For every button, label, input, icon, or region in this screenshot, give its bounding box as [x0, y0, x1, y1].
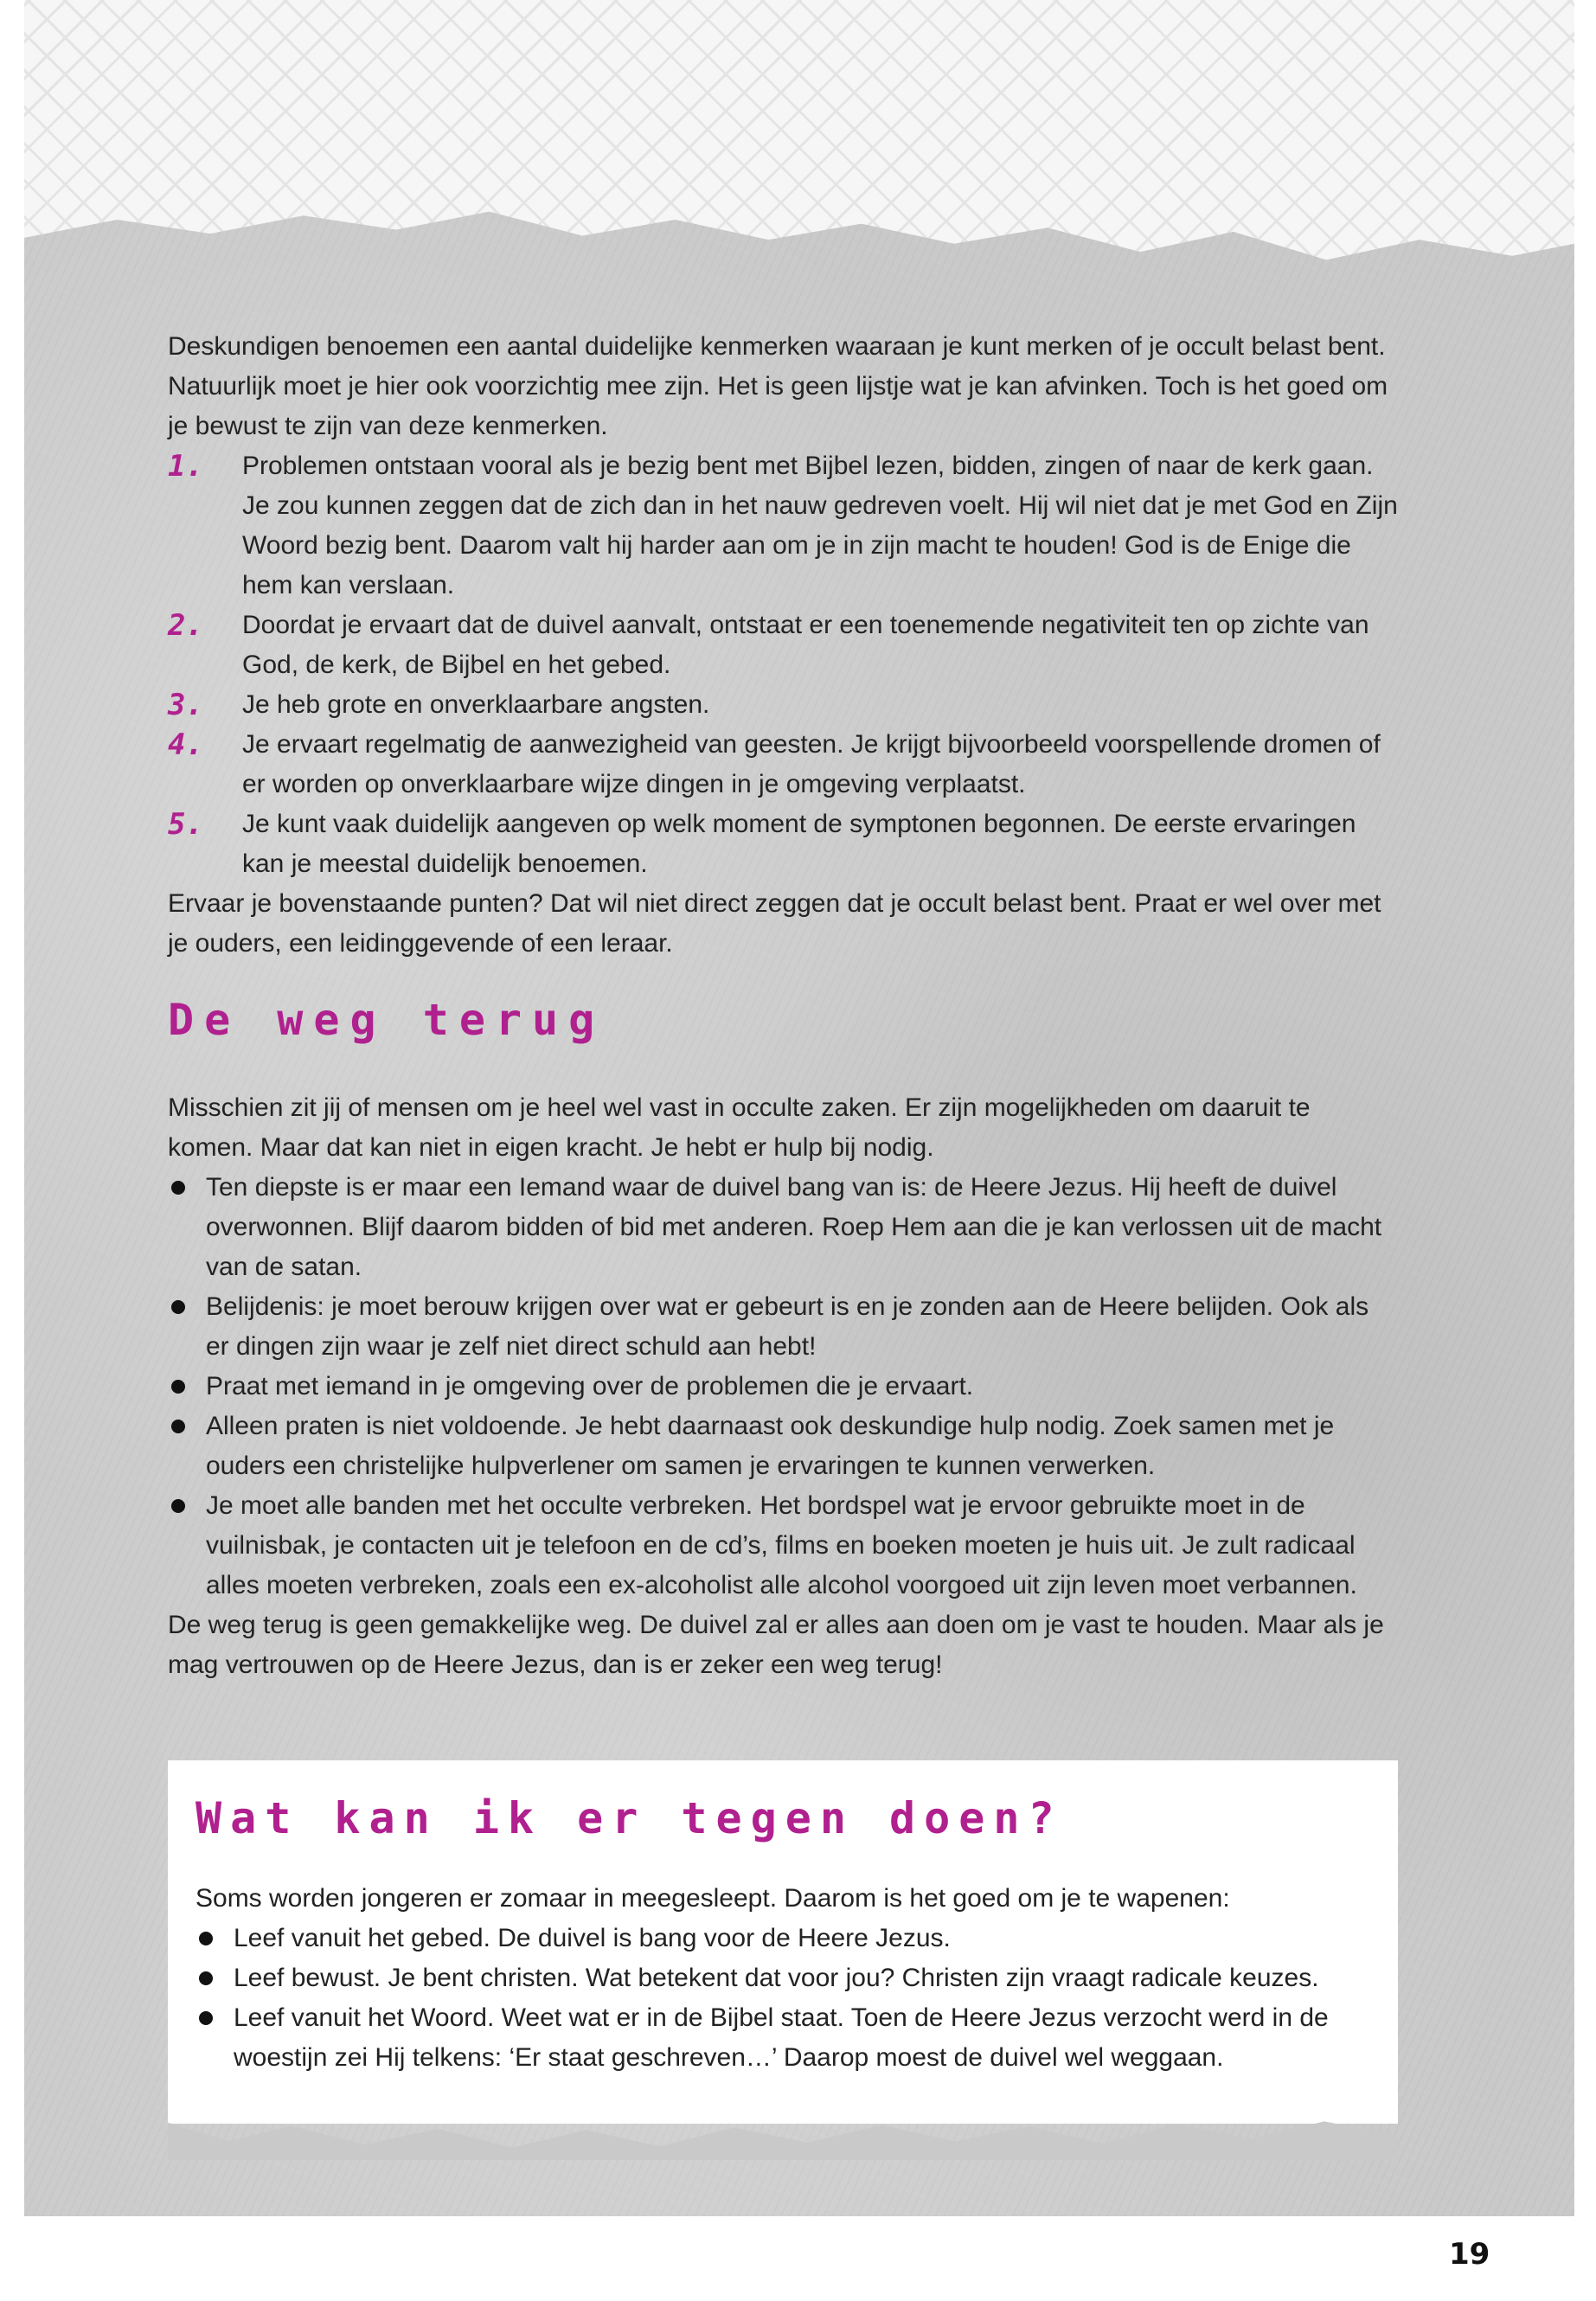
list-item-text: Doordat je ervaart dat de duivel aanvalt, ontstaat er een toenemende negativiteit ten op zichte van God, de kerk, de Bijbel en het gebed. — [242, 611, 1369, 679]
list-item-text: Alleen praten is niet voldoende. Je hebt daarnaast ook deskundige hulp nodig. Zoek samen met je ouders een christelijke hulpverlener om samen je ervaringen te kunnen verwerken. — [206, 1412, 1335, 1480]
list-number: 2. — [168, 608, 203, 643]
list-item-text: Belijdenis: je moet berouw krijgen over wat er gebeurt is en je zonden aan de Heere belijden. Ook als er dingen zijn waar je zelf niet direct schuld aan hebt! — [206, 1292, 1369, 1361]
section-paragraph: Misschien zit jij of mensen om je heel wel vast in occulte zaken. Er zijn mogelijkheden om daaruit te komen. Maar dat kan niet in eigen kracht. Je hebt er hulp bij nodig. — [168, 1093, 1311, 1162]
list-item — [168, 1367, 1398, 1407]
list-item — [168, 1287, 1398, 1367]
box-paragraph: Soms worden jongeren er zomaar in meegesleept. Daarom is het goed om je te wapenen: — [195, 1884, 1230, 1913]
list-item-text: Leef bewust. Je bent christen. Wat betekent dat voor jou? Christen zijn vraagt radicale keuzes. — [234, 1964, 1319, 1992]
list-number: 5. — [168, 807, 203, 842]
list-item — [168, 446, 1398, 606]
list-number: 3. — [168, 688, 203, 722]
list-item-text: Je moet alle banden met het occulte verbreken. Het bordspel wat je ervoor gebruikte moet in de vuilnisbak, je contacten uit je telefoon en de cd’s, films en boeken moeten je huis uit. Je zult radicaal alles moeten verbreken, zoals een ex-alcoholist alle alcohol voorgoed uit zijn leven moet verbannen. — [206, 1491, 1357, 1599]
list-item — [168, 606, 1398, 685]
bullet-icon — [171, 1181, 185, 1195]
bullet-icon — [171, 1380, 185, 1394]
list-item-text: Problemen ontstaan vooral als je bezig bent met Bijbel lezen, bidden, zingen of naar de kerk gaan. Je zou kunnen zeggen dat de zich dan in het nauw gedreven voelt. Hij wil niet dat je met God en Zijn Woord bezig bent. Daarom valt hij harder aan om je in zijn macht te houden! God is de Enige die hem kan verslaan. — [242, 452, 1398, 599]
list-item — [195, 1998, 1355, 2078]
list-item-text: Je heb grote en onverklaarbare angsten. — [242, 690, 710, 719]
list-item — [168, 1168, 1398, 1287]
symptom-list — [168, 446, 1398, 884]
box-body — [195, 1879, 1355, 2078]
list-item — [168, 725, 1398, 804]
tip-box — [168, 1760, 1398, 2124]
list-item — [168, 685, 1398, 725]
bullet-icon — [199, 2011, 213, 2025]
intro-section — [168, 327, 1398, 964]
list-item-text: Praat met iemand in je omgeving over de problemen die je ervaart. — [206, 1372, 974, 1400]
intro-closing: Ervaar je bovenstaande punten? Dat wil niet direct zeggen dat je occult belast bent. Praat er wel over met je ouders, een leidinggevende of een leraar. — [168, 889, 1381, 958]
bullet-icon — [199, 1971, 213, 1985]
list-number: 1. — [168, 449, 203, 484]
list-item-text: Je kunt vaak duidelijk aangeven op welk moment de symptonen begonnen. De eerste ervaringen kan je meestal duidelijk benoemen. — [242, 810, 1356, 878]
list-item-text: Leef vanuit het Woord. Weet wat er in de Bijbel staat. Toen de Heere Jezus verzocht werd in de woestijn zei Hij telkens: ‘Er staat geschreven…’ Daarop moest de duivel wel weggaan. — [234, 2003, 1329, 2072]
list-item-text: Leef vanuit het gebed. De duivel is bang voor de Heere Jezus. — [234, 1924, 951, 1952]
list-item-text: Je ervaart regelmatig de aanwezigheid van geesten. Je krijgt bijvoorbeeld voorspellende dromen of er worden op onverklaarbare wijze dingen in je omgeving verplaatst. — [242, 730, 1381, 798]
list-number: 4. — [168, 727, 203, 762]
steps-list — [168, 1168, 1398, 1606]
page-number: 19 — [1449, 2237, 1490, 2272]
box-heading: Wat kan ik er tegen doen? — [195, 1793, 1063, 1843]
list-item — [195, 1958, 1355, 1998]
bullet-icon — [199, 1932, 213, 1945]
bullet-icon — [171, 1300, 185, 1314]
section-heading: De weg terug — [168, 995, 606, 1045]
list-item — [168, 1486, 1398, 1606]
bullet-icon — [171, 1420, 185, 1433]
list-item-text: Ten diepste is er maar een Iemand waar de duivel bang van is: de Heere Jezus. Hij heeft de duivel overwonnen. Blijf daarom bidden of bid met anderen. Roep Hem aan die je kan verlossen uit de macht van de satan. — [206, 1173, 1382, 1281]
list-item — [168, 804, 1398, 884]
list-item — [195, 1919, 1355, 1958]
bullet-icon — [171, 1499, 185, 1513]
intro-paragraph: Deskundigen benoemen een aantal duidelijke kenmerken waaraan je kunt merken of je occult belast bent. Natuurlijk moet je hier ook voorzichtig mee zijn. Het is geen lijstje wat je kan afvinken. Toch is het goed om je bewust te zijn van deze kenmerken. — [168, 332, 1388, 440]
section-body — [168, 1088, 1398, 1685]
tips-list — [195, 1919, 1355, 2078]
list-item — [168, 1407, 1398, 1486]
section-closing: De weg terug is geen gemakkelijke weg. De duivel zal er alles aan doen om je vast te houden. Maar als je mag vertrouwen op de Heere Jezus, dan is er zeker een weg terug! — [168, 1611, 1384, 1679]
